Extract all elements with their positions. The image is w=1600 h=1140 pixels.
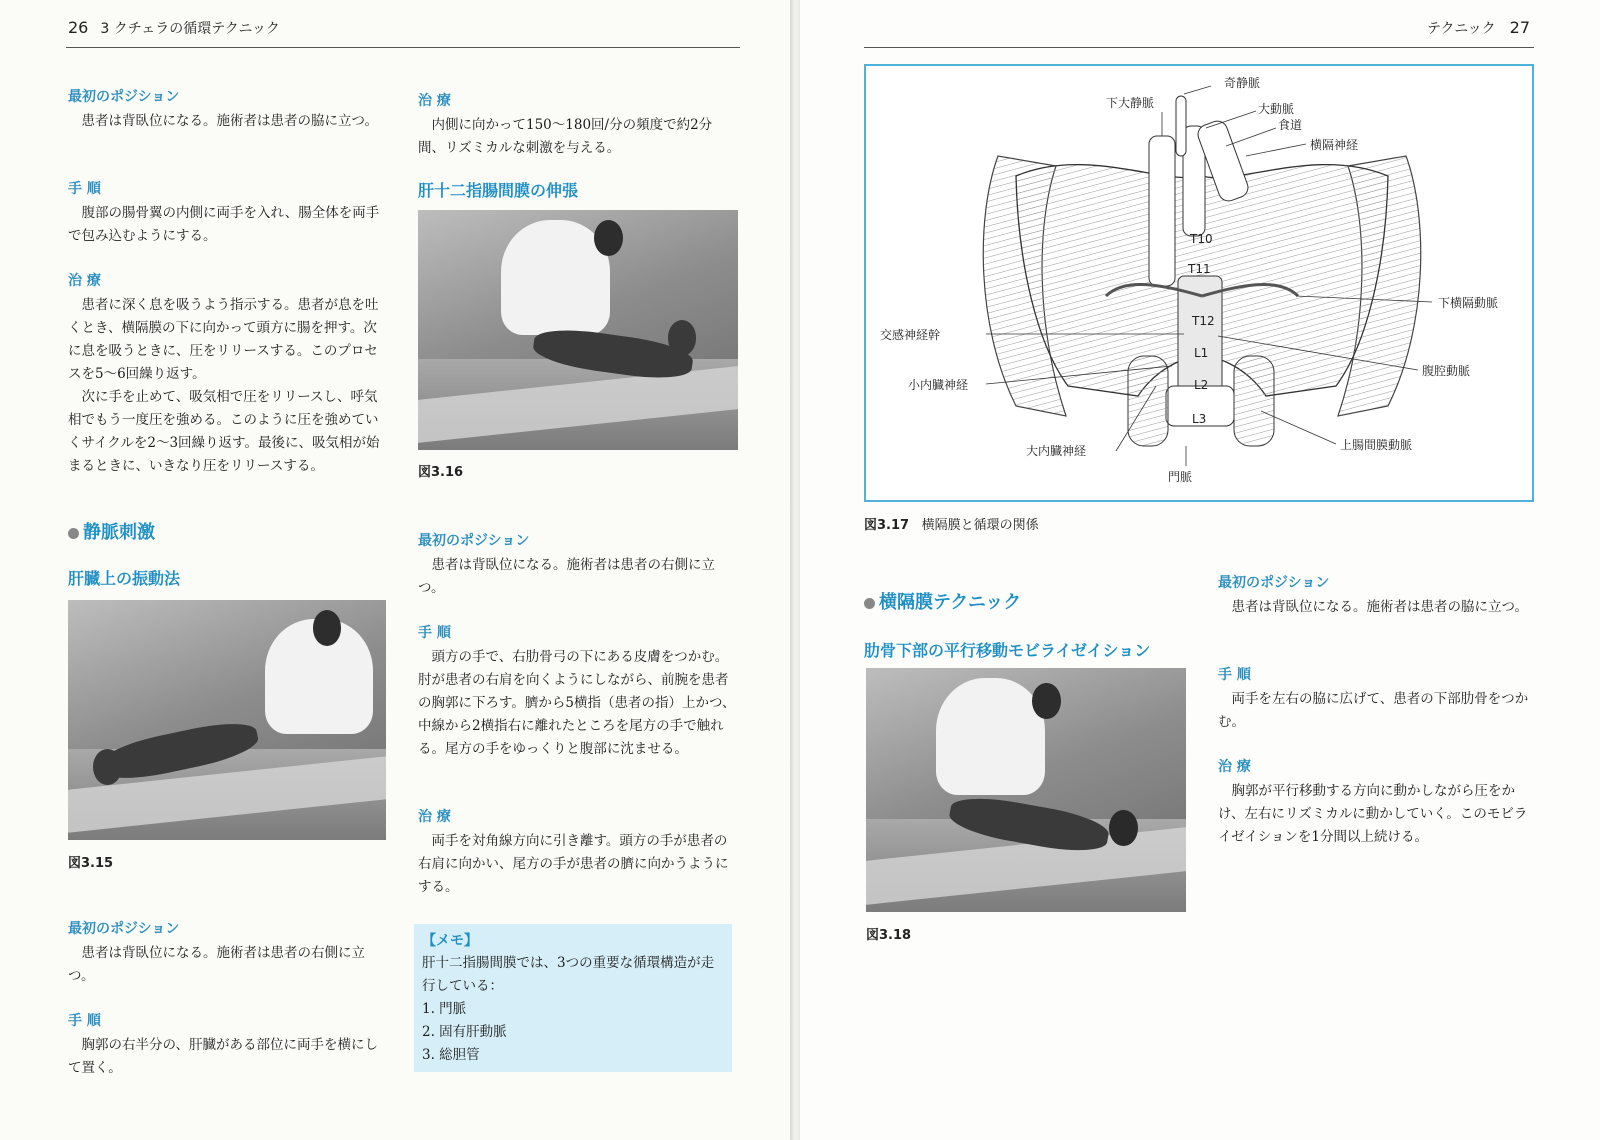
subheading: 治 療 bbox=[68, 273, 101, 289]
left-column-1-treatment bbox=[68, 270, 388, 478]
left-column-2-treatment-2 bbox=[418, 806, 736, 899]
label-t10: T10 bbox=[1190, 232, 1213, 246]
left-column-1-procedure-2 bbox=[68, 1010, 388, 1080]
label-greater-splanchnic-nerve: 大内臓神経 bbox=[1026, 444, 1087, 458]
label-esophagus: 食道 bbox=[1278, 118, 1303, 132]
chapter-title: 3 クチェラの循環テクニック bbox=[100, 21, 280, 37]
memo-item: 2. 固有肝動脈 bbox=[422, 1024, 507, 1040]
subheading: 治 療 bbox=[1218, 759, 1251, 775]
subsection-heading: 肋骨下部の平行移動モビライゼイション bbox=[864, 641, 1151, 660]
label-phrenic-nerve: 横隔神経 bbox=[1310, 138, 1359, 152]
paragraph: 次に手を止めて、吸気相で圧をリリースし、呼気相でもう一度圧を強める。このように圧を強めていくサイクルを2～3回繰り返す。最後に、吸気相が始まるときに、いきなり圧をリリースする。 bbox=[68, 389, 380, 474]
paragraph: 患者は背臥位になる。施術者は患者の右側に立つ。 bbox=[418, 557, 715, 596]
memo-box bbox=[414, 924, 732, 1072]
memo-intro: 肝十二指腸間膜では、3つの重要な循環構造が走行している： bbox=[422, 955, 715, 994]
section-heading bbox=[68, 518, 155, 544]
label-lesser-splanchnic-nerve: 小内臓神経 bbox=[908, 378, 969, 392]
paragraph: 患者に深く息を吸うよう指示する。患者が息を吐くとき、横隔膜の下に向かって頭方に腸を押す。次に息を吸うときに、圧をリリースする。このプロセスを5～6回繰り返す。 bbox=[68, 297, 379, 382]
diaphragm-anatomy-illustration bbox=[866, 66, 1532, 500]
subheading: 手 順 bbox=[68, 181, 101, 197]
figure-caption: 図3.16 bbox=[418, 465, 464, 480]
right-page bbox=[800, 0, 1600, 1140]
right-psoas bbox=[1234, 356, 1274, 446]
label-l3: L3 bbox=[1192, 412, 1207, 426]
paragraph: 内側に向かって150～180回/分の頻度で約2分間、リズミカルな刺激を与える。 bbox=[418, 117, 713, 156]
header-title: テクニック bbox=[1427, 21, 1496, 37]
left-column-2-treatment bbox=[418, 90, 736, 160]
paragraph: 両手を対角線方向に引き離す。頭方の手が患者の右肩に向かい、尾方の手が患者の臍に向かうようにする。 bbox=[418, 833, 729, 895]
figure-caption: 図3.15 bbox=[68, 856, 114, 871]
left-column-1-procedure bbox=[68, 178, 388, 248]
page-number: 27 bbox=[1509, 18, 1530, 37]
azygos-vein bbox=[1176, 96, 1186, 156]
figure-3-16-photo bbox=[418, 210, 738, 450]
subsection-heading: 肝十二指腸間膜の伸張 bbox=[418, 181, 579, 200]
label-celiac-artery: 腹腔動脈 bbox=[1422, 364, 1471, 378]
section-heading bbox=[864, 588, 1021, 614]
subheading: 手 順 bbox=[418, 625, 451, 641]
left-page bbox=[0, 0, 790, 1140]
right-column-position bbox=[1218, 572, 1538, 619]
figure-3-15-photo bbox=[68, 600, 386, 840]
label-portal-vein: 門脈 bbox=[1168, 470, 1193, 484]
figure-3-18-photo bbox=[866, 668, 1186, 912]
label-superior-mesenteric-artery: 上腸間膜動脈 bbox=[1340, 438, 1413, 452]
bullet-dot bbox=[864, 598, 875, 609]
subheading: 手 順 bbox=[68, 1013, 101, 1029]
left-column-1 bbox=[68, 86, 388, 133]
label-sympathetic-trunk: 交感神経幹 bbox=[880, 328, 941, 342]
subheading: 最初のポジション bbox=[1218, 575, 1330, 591]
subheading: 治 療 bbox=[418, 93, 451, 109]
running-header-right bbox=[1427, 18, 1530, 38]
section-title: 静脈刺激 bbox=[83, 522, 155, 543]
figure-number: 図3.17 bbox=[864, 518, 910, 533]
memo-title: 【メモ】 bbox=[422, 933, 478, 949]
left-column-2-position bbox=[418, 530, 736, 600]
label-t12: T12 bbox=[1192, 314, 1215, 328]
label-l1: L1 bbox=[1194, 346, 1209, 360]
paragraph: 頭方の手で、右肋骨弓の下にある皮膚をつかむ。肘が患者の右肩を向くようにしながら、前腕を患者の胸郭に下ろす。臍から5横指（患者の指）上かつ、中線から2横指右に離れたところを尾方の手で触れる。尾方の手をゆっくりと腹部に沈ませる。 bbox=[418, 649, 736, 757]
left-column-2-procedure bbox=[418, 622, 736, 761]
figure-caption-text: 横隔膜と循環の関係 bbox=[921, 518, 1039, 533]
subheading: 手 順 bbox=[1218, 667, 1251, 683]
figure-3-17-diagram bbox=[864, 64, 1534, 502]
label-l2: L2 bbox=[1194, 378, 1209, 392]
paragraph: 両手を左右の脇に広げて、患者の下部肋骨をつかむ。 bbox=[1218, 691, 1529, 730]
label-aorta: 大動脈 bbox=[1258, 102, 1295, 116]
figure-caption: 図3.18 bbox=[866, 928, 912, 943]
label-azygos: 奇静脈 bbox=[1224, 76, 1261, 90]
paragraph: 胸郭の右半分の、肝臓がある部位に両手を横にして置く。 bbox=[68, 1037, 378, 1076]
paragraph: 腹部の腸骨翼の内側に両手を入れ、腸全体を両手で包み込むようにする。 bbox=[68, 205, 380, 244]
subheading: 治 療 bbox=[418, 809, 451, 825]
paragraph: 患者は背臥位になる。施術者は患者の脇に立つ。 bbox=[1231, 599, 1528, 615]
label-t11: T11 bbox=[1188, 262, 1211, 276]
subsection-heading: 肝臓上の振動法 bbox=[68, 569, 181, 588]
running-header-left bbox=[68, 18, 280, 38]
label-ivc: 下大静脈 bbox=[1106, 96, 1155, 110]
left-column-1-position-2 bbox=[68, 918, 388, 988]
memo-item: 3. 総胆管 bbox=[422, 1047, 480, 1063]
header-rule bbox=[66, 47, 740, 48]
section-title: 横隔膜テクニック bbox=[879, 592, 1022, 613]
inferior-vena-cava bbox=[1149, 136, 1175, 286]
figure-caption bbox=[864, 514, 1039, 533]
subheading: 最初のポジション bbox=[68, 89, 180, 105]
subheading: 最初のポジション bbox=[68, 921, 180, 937]
paragraph: 患者は背臥位になる。施術者は患者の脇に立つ。 bbox=[81, 113, 378, 129]
right-column-treatment bbox=[1218, 756, 1538, 849]
memo-item: 1. 門脈 bbox=[422, 1001, 467, 1017]
subheading: 最初のポジション bbox=[418, 533, 530, 549]
paragraph: 患者は背臥位になる。施術者は患者の右側に立つ。 bbox=[68, 945, 365, 984]
label-inferior-phrenic-artery: 下横隔動脈 bbox=[1438, 296, 1499, 310]
header-rule bbox=[864, 47, 1534, 48]
bullet-dot bbox=[68, 528, 79, 539]
paragraph: 胸郭が平行移動する方向に動かしながら圧をかけ、左右にリズミカルに動かしていく。このモビライゼイションを1分間以上続ける。 bbox=[1218, 783, 1528, 845]
page-number: 26 bbox=[68, 18, 89, 37]
right-column-procedure bbox=[1218, 664, 1538, 734]
